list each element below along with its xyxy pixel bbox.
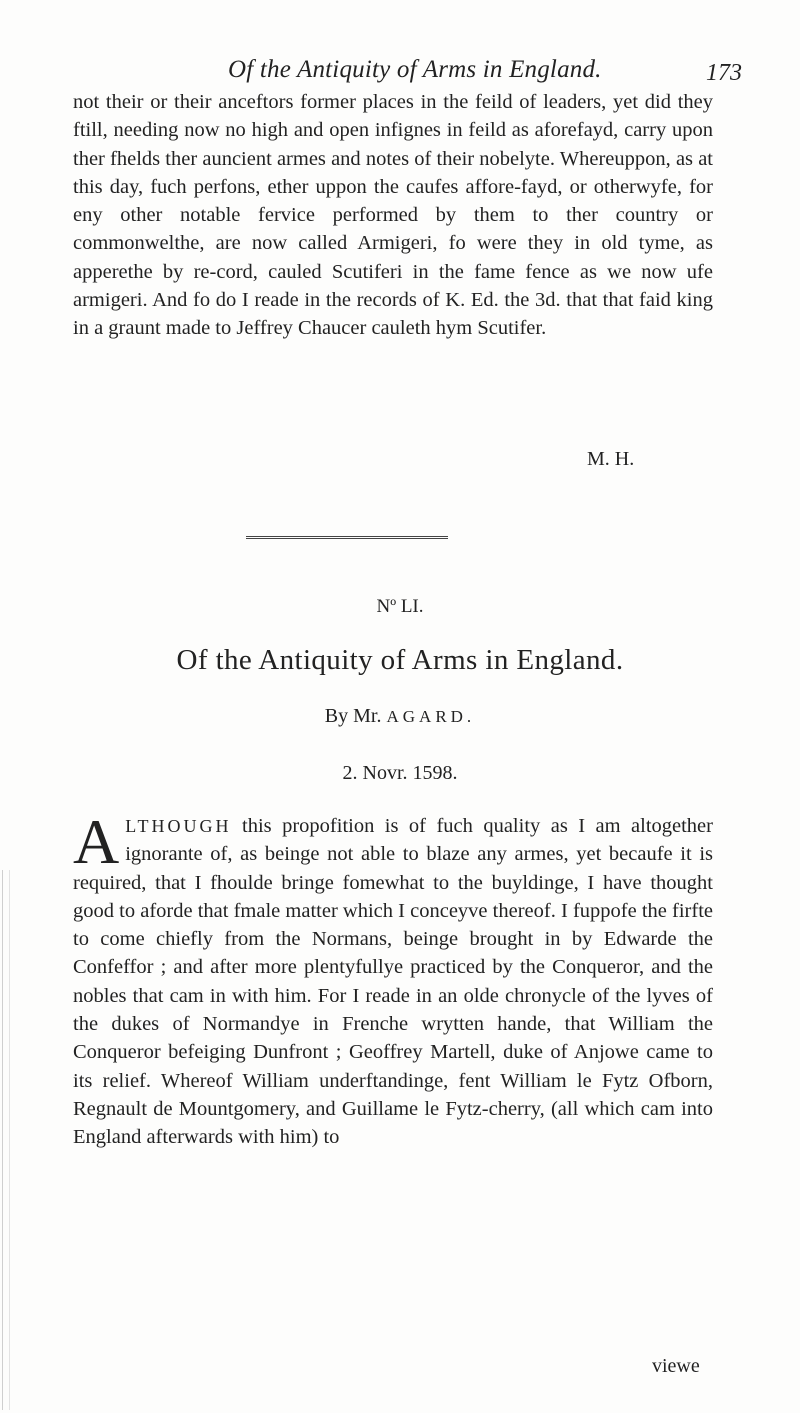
article-title: Of the Antiquity of Arms in England. — [176, 644, 624, 676]
running-head — [0, 40, 800, 86]
binding-edge — [2, 870, 10, 1410]
signature: M. H. — [587, 448, 635, 470]
article-byline — [0, 705, 800, 728]
page-number: 173 — [706, 60, 742, 86]
article-body — [73, 806, 713, 1152]
catchword: viewe — [652, 1355, 700, 1377]
byline-prefix: By Mr. — [324, 705, 382, 727]
section-divider — [246, 536, 448, 539]
drop-cap: A — [73, 806, 120, 877]
article-date: 2. Novr. 1598. — [342, 762, 458, 784]
running-title: Of the Antiquity of Arms in England. — [228, 56, 602, 83]
article-body-text: this propofition is of fuch quality as I am altogether ignorante of, as beinge not able to blaze any armes, yet becaufe it is required, that I fhoulde bringe fomewhat to the buyldinge, I have thought good to aforde that fmale matter which I conceyve thereof. I fuppofe the firfte to come chiefly from the Normans, beinge brought in by Edwarde the Confeffor ; and after more plentyfullye practiced by the Conqueror, and the nobles that cam in with him. For I reade in an olde chronycle of the lyves of the dukes of Normandye in Frenche wrytten hande, that William the Conqueror befeiging Dunfront ; Geoffrey Martell, duke of Anjowe came to its relief. Whereof William underftandinge, fent William le Fytz Ofborn, Regnault de Mountgomery, and Guillame le Fytz-cherry, (all which cam into England afterwards with him) to — [73, 815, 713, 1149]
author-name: AGARD. — [386, 707, 476, 726]
article-number: Nº LI. — [376, 596, 424, 617]
lead-small-caps: LTHOUGH — [125, 816, 232, 836]
paragraph-continued: not their or their anceftors former places in the feild of leaders, yet did they ftill, needing now no high and open infignes in feild as aforefayd, carry upon ther fhelds ther auncient armes and notes of their nobelyte. Whereuppon, as at this day, fuch perfons, ether uppon the caufes affore-fayd, or otherwyfe, for eny other notable fervice performed by them to ther country or commonwelthe, are now called Armigeri, fo were they in old tyme, as apperethe by re-cord, cauled Scutiferi in the fame fence as we now ufe armigeri. And fo do I reade in the records of K. Ed. the 3d. that that faid king in a graunt made to Jeffrey Chaucer cauleth hym Scutifer. — [73, 91, 713, 340]
